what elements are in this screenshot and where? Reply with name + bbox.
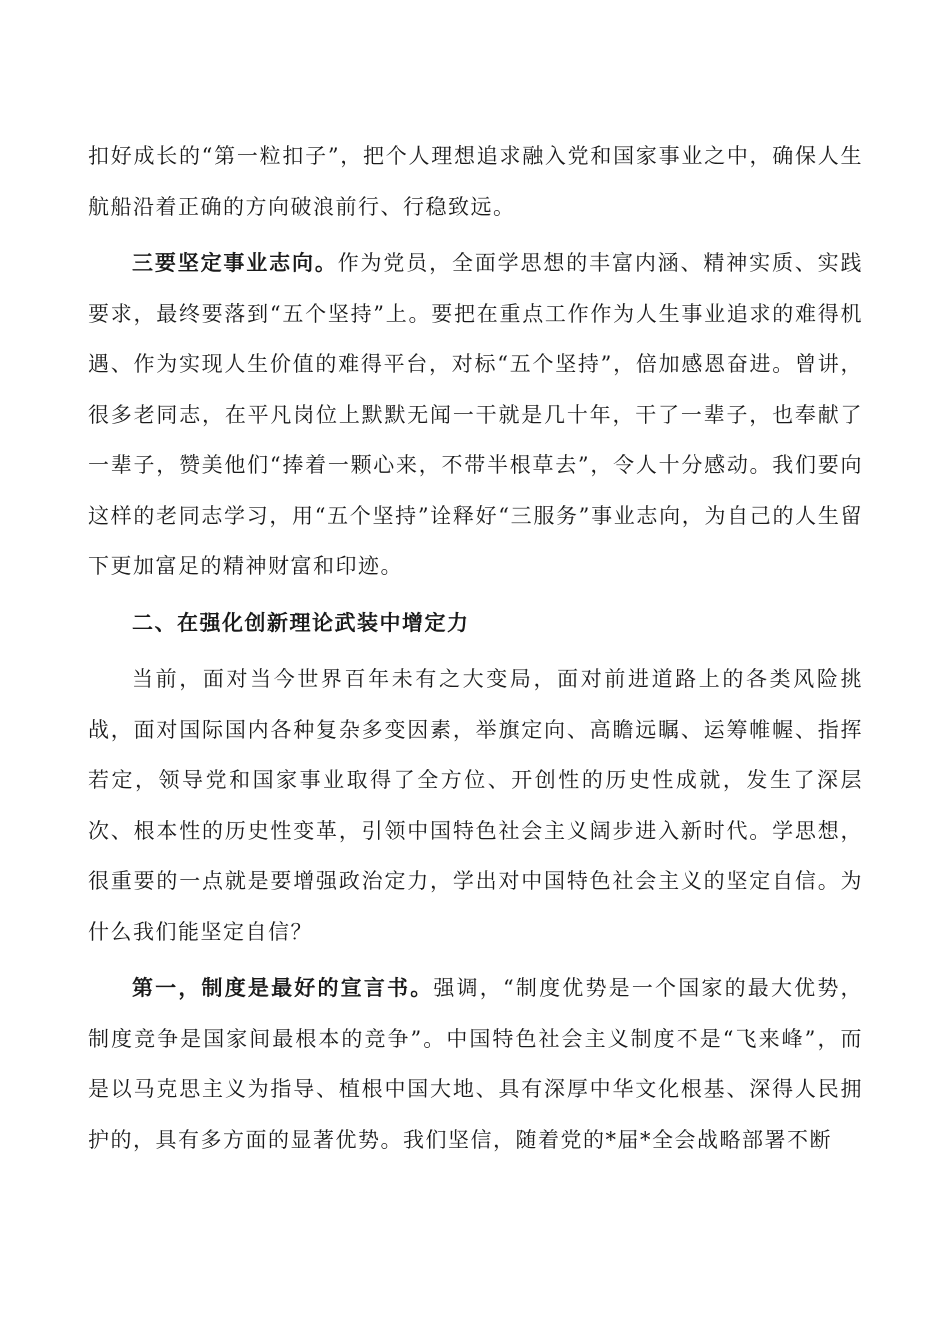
paragraph-continuation: 扣好成长的“第一粒扣子”，把个人理想追求融入党和国家事业之中，确保人生航船沿着正确的方向破浪前行、行稳致远。 [88, 144, 863, 219]
paragraph-body: 强调，“制度优势是一个国家的最大优势，制度竞争是国家间最根本的竞争”。中国特色社会主义制度不是“飞来峰”，而是以马克思主义为指导、植根中国大地、具有深厚中华文化根基、深得人民拥护的，具有多方面的显著优势。我们坚信，随着党的*届*全会战略部署不断 [88, 976, 864, 1152]
paragraph-career-aspiration [88, 238, 863, 592]
paragraph-institution [88, 963, 863, 1165]
section-heading: 二、在强化创新理论武装中增定力 [132, 609, 470, 635]
document-body [88, 131, 863, 1165]
paragraph-body: 作为党员，全面学思想的丰富内涵、精神实质、实践要求，最终要落到“五个坚持”上。要把在重点工作作为人生事业追求的难得机遇、作为实现人生价值的难得平台，对标“五个坚持”，倍加感恩奋进。曾讲，很多老同志，在平凡岗位上默默无闻一干就是几十年，干了一辈子，也奉献了一辈子，赞美他们“捧着一颗心来，不带半根草去”，令人十分感动。我们要向这样的老同志学习，用“五个坚持”诠释好“三服务”事业志向，为自己的人生留下更加富足的精神财富和印迹。 [88, 251, 864, 578]
paragraph-lead-bold: 三要坚定事业志向。 [132, 250, 338, 275]
paragraph-current-situation: 当前，面对当今世界百年未有之大变局，面对前进道路上的各类风险挑战，面对国际国内各种复杂多变因素，举旗定向、高瞻远瞩、运筹帷幄、指挥若定，领导党和国家事业取得了全方位、开创性的历史性成就，发生了深层次、根本性的历史性变革，引领中国特色社会主义阔步进入新时代。学思想，很重要的一点就是要增强政治定力，学出对中国特色社会主义的坚定自信。为什么我们能坚定自信？ [88, 667, 863, 944]
paragraph-lead-bold: 第一，制度是最好的宣言书。 [132, 975, 434, 1000]
